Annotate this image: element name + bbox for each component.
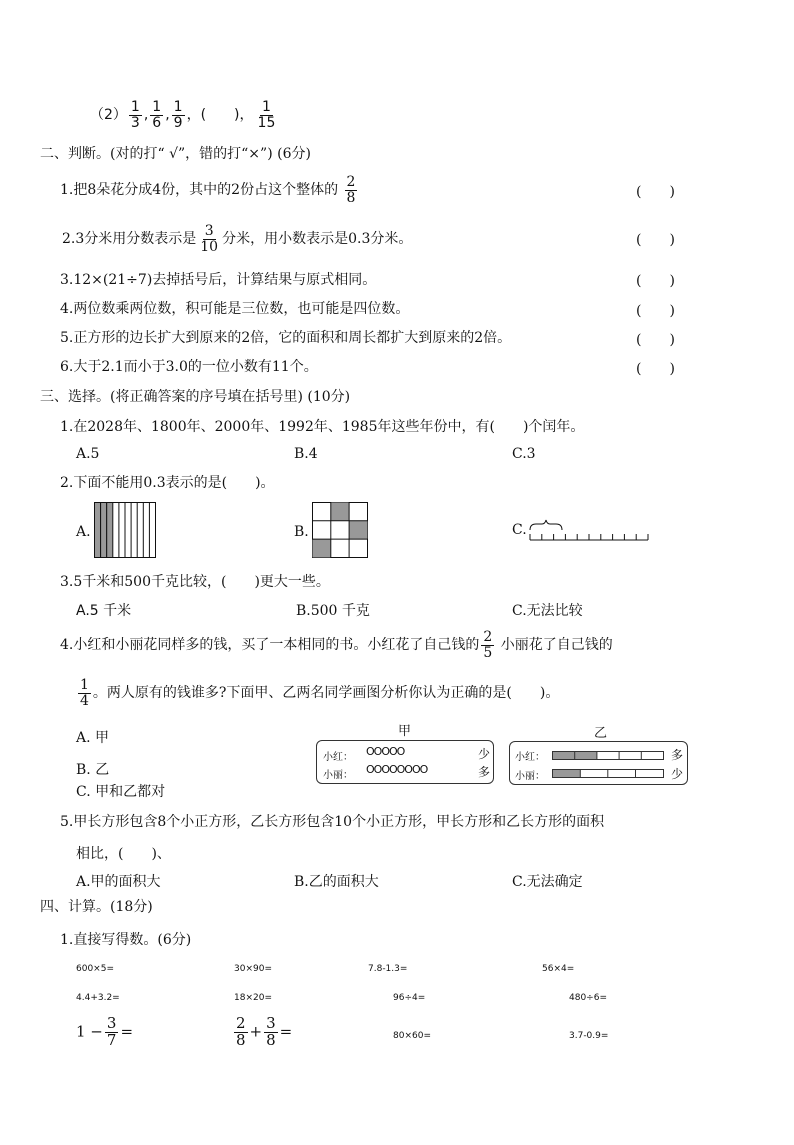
judge-q6: 6.大于2.1而小于3.0的一位小数有11个。 — [60, 359, 318, 375]
circles-xiaoli: OOOOOOOO — [366, 763, 428, 776]
judge-q2: 2.3分米用分数表示是 $\frac{3}{10}$ 分米，用小数表示是0.3分米。 — [62, 223, 413, 255]
diagram-jia-label: 甲 — [398, 724, 412, 739]
label-shao: 少 — [478, 747, 491, 761]
choice-q5: 5.甲长方形包含8个小正方形，乙长方形包含10个小正方形，甲长方形和乙长方形的面积 — [60, 814, 605, 830]
calc-item: 4.4+3.2= — [76, 993, 120, 1003]
section-4-sub: 1.直接写得数。(6分) — [60, 932, 192, 948]
sequence-question: （2） $\frac{1}{3}$ , $\frac{1}{6}$ , $\frac{1}{9}$ ，( )， $\frac{1}{15}$ — [90, 99, 276, 131]
answer-paren[interactable]: ( ) — [636, 361, 675, 377]
calc-item: 80×60= — [393, 1031, 431, 1041]
grid-figure — [312, 502, 368, 558]
choice-q5-cont: 相比，( )、 — [76, 846, 171, 862]
choice-q4-cont: $\frac{1}{4}$ 。两人原有的钱谁多?下面甲、乙两名同学画图分析你认为正确的是( )。 — [80, 677, 560, 709]
option-c[interactable]: C.无法比较 — [512, 603, 583, 619]
fraction: $\frac{1}{9}$ — [173, 99, 183, 131]
judge-q3: 3.12×(21÷7)去掉括号后，计算结果与原式相同。 — [60, 272, 377, 288]
section-2-title: 二、判断。(对的打“ √”，错的打“×”) (6分) — [40, 146, 311, 162]
calc-item: 96÷4= — [393, 993, 426, 1003]
fraction: $\frac{2}{5}$ — [483, 629, 493, 661]
option-b[interactable]: B.4 — [294, 446, 318, 462]
fraction: $\frac{1}{3}$ — [130, 99, 140, 131]
option-b[interactable]: B. — [294, 524, 309, 540]
option-a[interactable]: A.5 千米 — [76, 603, 132, 619]
option-a[interactable]: A. 甲 — [76, 730, 110, 746]
bar-xiaoli — [552, 769, 664, 778]
section-4-title: 四、计算。(18分) — [40, 899, 153, 915]
fraction: $\frac{3}{10}$ — [200, 223, 219, 255]
calc-item: 18×20= — [234, 993, 272, 1003]
section-3-title: 三、选择。(将正确答案的序号填在括号里) (10分) — [40, 389, 351, 405]
fraction: $\frac{1}{6}$ — [152, 99, 162, 131]
option-c[interactable]: C.3 — [512, 446, 536, 462]
choice-q3: 3.5千米和500千克比较，( )更大一些。 — [60, 574, 330, 590]
label-xiaoli: 小丽： — [515, 771, 545, 782]
diagram-yi-label: 乙 — [594, 726, 608, 741]
answer-paren[interactable]: ( ) — [636, 232, 675, 248]
calc-item: 600×5= — [76, 964, 114, 974]
bar-xiaohong — [552, 751, 664, 760]
seq-prefix: （2） — [90, 107, 127, 124]
striped-rectangle-figure — [94, 502, 156, 558]
seq-blank: ，( )， — [186, 107, 254, 124]
fraction: $\frac{1}{15}$ — [257, 99, 276, 131]
judge-q5: 5.正方形的边长扩大到原来的2倍，它的面积和周长都扩大到原来的2倍。 — [60, 330, 512, 346]
answer-paren[interactable]: ( ) — [636, 303, 675, 319]
option-c[interactable]: C.无法确定 — [512, 874, 583, 890]
fraction: $\frac{2}{8}$ — [346, 174, 356, 206]
calc-item: 30×90= — [234, 964, 272, 974]
fraction: $\frac{1}{4}$ — [80, 677, 89, 709]
option-c[interactable]: C. 甲和乙都对 — [76, 784, 166, 800]
circles-xiaohong: OOOOO — [366, 745, 405, 758]
label-xiaoli: 小丽： — [323, 770, 353, 781]
answer-paren[interactable]: ( ) — [636, 273, 675, 289]
choice-q4: 4.小红和小丽花同样多的钱，买了一本相同的书。小红花了自己钱的 $\frac{2}{5}$ 小丽花了自己钱的 — [60, 629, 613, 661]
fraction: $\frac{3}{8}$ — [266, 1014, 276, 1049]
label-duo: 多 — [671, 748, 684, 762]
option-a[interactable]: A. — [76, 524, 91, 540]
calc-item: 480÷6= — [569, 993, 607, 1003]
option-a[interactable]: A.甲的面积大 — [76, 874, 161, 890]
label-xiaohong: 小红： — [515, 752, 545, 763]
choice-q1: 1.在2028年、1800年、2000年、1992年、1985年这些年份中，有( )个闰年。 — [60, 419, 585, 435]
option-b[interactable]: B. 乙 — [76, 762, 110, 778]
calc-item-fraction: 1 − $\frac{3}{7}$ = — [76, 1014, 134, 1049]
number-line-figure — [526, 518, 650, 546]
choice-q2: 2.下面不能用0.3表示的是( )。 — [60, 475, 275, 491]
label-duo: 多 — [478, 765, 491, 779]
judge-q1: 1.把8朵花分成4份，其中的2份占这个整体的 $\frac{2}{8}$ — [60, 174, 356, 206]
option-c[interactable]: C. — [512, 522, 527, 538]
answer-paren[interactable]: ( ) — [636, 332, 675, 348]
fraction: $\frac{3}{7}$ — [106, 1014, 117, 1049]
calc-item: 56×4= — [542, 964, 575, 974]
label-xiaohong: 小红： — [323, 752, 353, 763]
calc-item: 7.8-1.3= — [368, 964, 408, 974]
label-shao: 少 — [671, 767, 684, 781]
calc-item-fraction: $\frac{2}{8}$ + $\frac{3}{8}$ = — [236, 1014, 293, 1049]
calc-item: 3.7-0.9= — [569, 1031, 609, 1041]
option-b[interactable]: B.500 千克 — [296, 603, 370, 619]
answer-paren[interactable]: ( ) — [636, 184, 675, 200]
fraction: $\frac{2}{8}$ — [236, 1014, 246, 1049]
judge-q4: 4.两位数乘两位数，积可能是三位数，也可能是四位数。 — [60, 301, 410, 317]
option-b[interactable]: B.乙的面积大 — [294, 874, 379, 890]
option-a[interactable]: A.5 — [76, 446, 100, 462]
